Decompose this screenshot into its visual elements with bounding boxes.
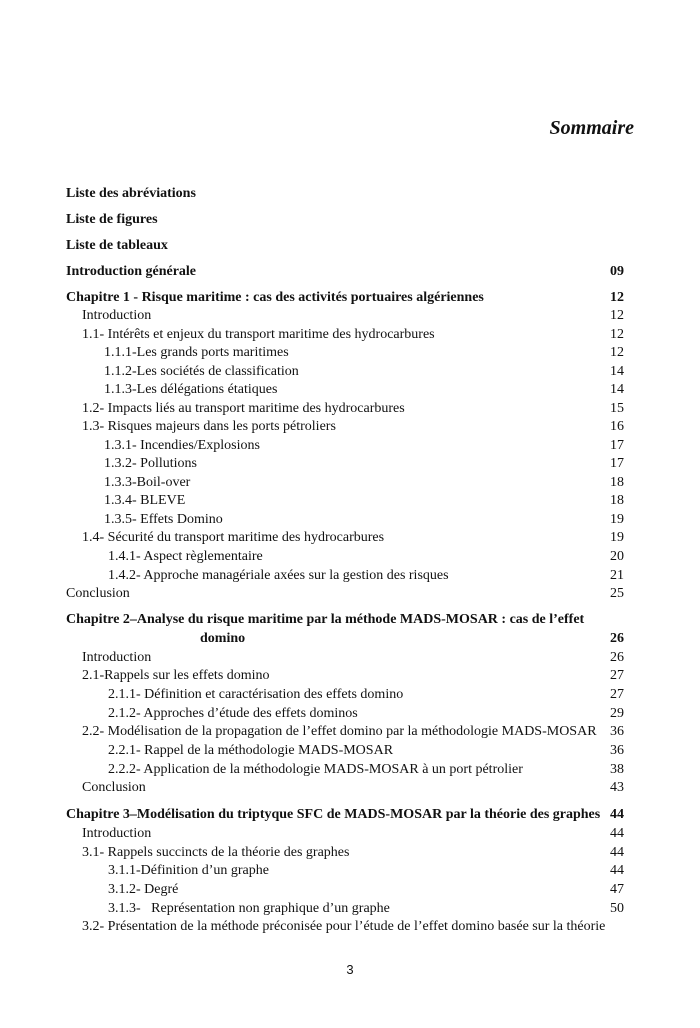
toc-entry — [66, 918, 624, 936]
toc-chapter-2-continued — [66, 630, 624, 648]
toc-entry — [66, 211, 624, 229]
toc-entry-page: 12 — [610, 345, 624, 360]
toc-entry-page: 44 — [610, 845, 624, 860]
toc-chapter-2 — [66, 611, 624, 629]
toc-entry — [66, 437, 624, 455]
toc-entry — [66, 844, 624, 862]
toc-entry-label: 1.4.1- Aspect règlementaire — [108, 549, 263, 564]
toc-entry-page: 12 — [610, 308, 624, 323]
toc-entry-label: 1.2- Impacts liés au transport maritime des hydrocarbures — [82, 401, 405, 416]
toc-entry-page: 27 — [610, 668, 624, 683]
toc-entry-label: Liste de figures — [66, 212, 158, 227]
toc-entry-label: 1.1.2-Les sociétés de classification — [104, 364, 299, 379]
toc-entry-label: 3.1.2- Degré — [108, 882, 179, 897]
toc-entry-label: 2.1.1- Définition et caractérisation des effets domino — [108, 687, 404, 702]
toc-entry-page: 27 — [610, 687, 624, 702]
toc-entry-page: 15 — [610, 401, 624, 416]
page-number: 3 — [346, 962, 354, 977]
toc-entry — [66, 185, 624, 203]
toc-entry-page: 44 — [610, 863, 624, 878]
toc-entry-page: 14 — [610, 382, 624, 397]
toc-entry — [66, 307, 624, 325]
toc-entry-label: 3.1- Rappels succincts de la théorie des graphes — [82, 845, 350, 860]
toc-entry-page: 17 — [610, 456, 624, 471]
toc-entry — [66, 363, 624, 381]
toc-entry — [66, 511, 624, 529]
toc-entry-page: 36 — [610, 743, 624, 758]
toc-entry — [66, 326, 624, 344]
toc-entry — [66, 761, 624, 779]
toc-entry-page: 18 — [610, 475, 624, 490]
toc-entry — [66, 263, 624, 281]
toc-entry-page: 26 — [610, 631, 624, 646]
toc-entry-label: 1.1.3-Les délégations étatiques — [104, 382, 278, 397]
toc-entry — [66, 381, 624, 399]
toc-entry-page: 16 — [610, 419, 624, 434]
toc-entry-label: Liste de tableaux — [66, 238, 168, 253]
toc-entry — [66, 418, 624, 436]
toc-entry-label: Introduction — [82, 826, 152, 841]
toc-entry-label: 1.3.1- Incendies/Explosions — [104, 438, 260, 453]
toc-entry — [66, 667, 624, 685]
toc-entry-label: Introduction — [82, 650, 152, 665]
toc-entry-label: Chapitre 2–Analyse du risque maritime par la méthode MADS-MOSAR : cas de l’effet — [66, 612, 585, 627]
toc-entry-label: domino — [200, 631, 246, 646]
toc-entry-page: 38 — [610, 762, 624, 777]
toc-entry — [66, 649, 624, 667]
toc-entry-label: 1.4- Sécurité du transport maritime des hydrocarbures — [82, 530, 385, 545]
toc-entry-page: 36 — [610, 724, 624, 739]
toc-entry — [66, 723, 624, 741]
toc-entry-page: 50 — [610, 901, 624, 916]
toc-entry-label: 2.2.2- Application de la méthodologie MADS-MOSAR à un port pétrolier — [108, 762, 523, 777]
toc-entry — [66, 474, 624, 492]
toc-entry-label: Chapitre 1 - Risque maritime : cas des activités portuaires algériennes — [66, 290, 484, 305]
toc-entry-label: Conclusion — [66, 586, 130, 601]
toc-entry-page: 20 — [610, 549, 624, 564]
toc-entry-page: 29 — [610, 706, 624, 721]
toc-entry-page: 12 — [610, 327, 624, 342]
toc-entry — [66, 344, 624, 362]
toc-entry-label: 1.3.2- Pollutions — [104, 456, 197, 471]
toc-entry-page: 14 — [610, 364, 624, 379]
toc-entry — [66, 492, 624, 510]
toc-entry-page: 19 — [610, 512, 624, 527]
toc-entry — [66, 742, 624, 760]
toc-entry — [66, 900, 624, 918]
toc-entry — [66, 862, 624, 880]
toc-entry-page: 09 — [610, 264, 624, 279]
toc-entry — [66, 237, 624, 255]
toc-entry-label: Introduction générale — [66, 264, 197, 279]
toc-chapter-3 — [66, 806, 624, 824]
toc-entry — [66, 825, 624, 843]
toc-entry-label: 1.3.4- BLEVE — [104, 493, 186, 508]
toc-entry-page: 12 — [610, 290, 624, 305]
toc-entry-page: 25 — [610, 586, 624, 601]
toc-entry-label: 1.1.1-Les grands ports maritimes — [104, 345, 289, 360]
toc-entry-page: 43 — [610, 780, 624, 795]
toc-entry-label: 1.4.2- Approche managériale axées sur la gestion des risques — [108, 568, 449, 583]
toc-entry-page: 18 — [610, 493, 624, 508]
toc-entry-label: 3.1.3- Représentation non graphique d’un graphe — [108, 901, 390, 916]
toc-entry-label: 1.3.5- Effets Domino — [104, 512, 223, 527]
toc-entry-label: 1.3.3-Boil-over — [104, 475, 191, 490]
toc-entry — [66, 779, 624, 797]
toc-entry — [66, 400, 624, 418]
toc-entry — [66, 548, 624, 566]
toc-entry-label: 2.1-Rappels sur les effets domino — [82, 668, 270, 683]
toc-entry-label: 1.1- Intérêts et enjeux du transport maritime des hydrocarbures — [82, 327, 435, 342]
toc-entry-page: 21 — [610, 568, 624, 583]
toc-entry — [66, 585, 624, 603]
toc-entry-label: 3.1.1-Définition d’un graphe — [108, 863, 269, 878]
toc-entry — [66, 705, 624, 723]
toc-entry-label: 2.2- Modélisation de la propagation de l’effet domino par la méthodologie MADS-MOSAR — [82, 724, 597, 739]
toc-entry-page: 44 — [610, 826, 624, 841]
toc-entry-label: 3.2- Présentation de la méthode préconisée pour l’étude de l’effet domino basée sur la théorie — [82, 919, 606, 934]
toc-entry-page: 17 — [610, 438, 624, 453]
toc-entry — [66, 529, 624, 547]
toc-entry-label: Conclusion — [82, 780, 146, 795]
toc-entry-label: Chapitre 3–Modélisation du triptyque SFC de MADS-MOSAR par la théorie des graphes — [66, 807, 601, 822]
toc-entry — [66, 567, 624, 585]
toc-chapter-1 — [66, 289, 624, 307]
toc-entry-page: 19 — [610, 530, 624, 545]
toc-entry-label: 2.2.1- Rappel de la méthodologie MADS-MOSAR — [108, 743, 394, 758]
toc-entry — [66, 455, 624, 473]
toc-entry-page: 47 — [610, 882, 624, 897]
toc-entry-label: 1.3- Risques majeurs dans les ports pétroliers — [82, 419, 336, 434]
toc-entry — [66, 686, 624, 704]
toc-entry-label: 2.1.2- Approches d’étude des effets dominos — [108, 706, 358, 721]
page-title: Sommaire — [549, 117, 634, 139]
toc-entry-label: Introduction — [82, 308, 152, 323]
toc-entry-page: 44 — [610, 807, 624, 822]
toc-entry — [66, 881, 624, 899]
toc-entry-label: Liste des abréviations — [66, 186, 196, 201]
toc-entry-page: 26 — [610, 650, 624, 665]
